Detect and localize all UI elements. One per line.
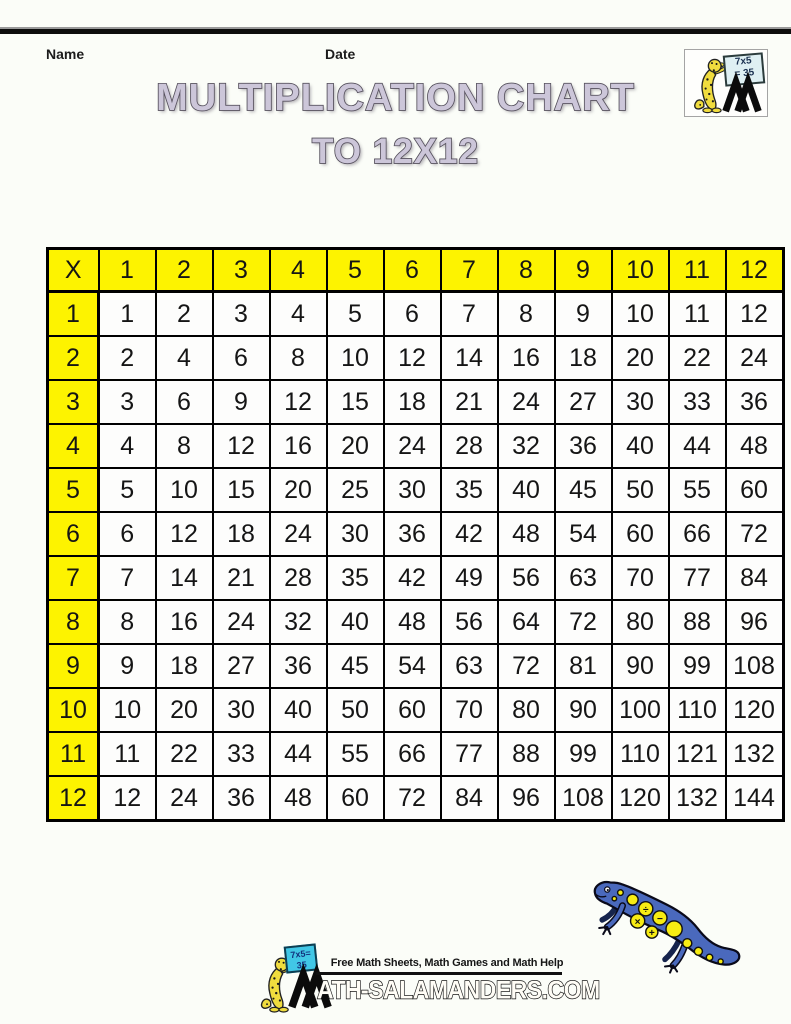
product-cell: 35 bbox=[441, 468, 498, 512]
product-cell: 2 bbox=[99, 336, 156, 380]
name-label: Name bbox=[46, 46, 85, 62]
product-cell: 28 bbox=[441, 424, 498, 468]
row-header-cell: 3 bbox=[48, 380, 99, 424]
product-cell: 12 bbox=[726, 292, 784, 337]
product-cell: 12 bbox=[384, 336, 441, 380]
date-label: Date bbox=[325, 46, 356, 62]
product-cell: 30 bbox=[327, 512, 384, 556]
product-cell: 63 bbox=[555, 556, 612, 600]
product-cell: 40 bbox=[612, 424, 669, 468]
product-cell: 1 bbox=[99, 292, 156, 337]
product-cell: 10 bbox=[612, 292, 669, 337]
multiplication-table bbox=[46, 247, 785, 822]
product-cell: 9 bbox=[555, 292, 612, 337]
product-cell: 36 bbox=[726, 380, 784, 424]
row-header-cell: 1 bbox=[48, 292, 99, 337]
table-row bbox=[48, 468, 784, 512]
product-cell: 3 bbox=[213, 292, 270, 337]
row-header-cell: 7 bbox=[48, 556, 99, 600]
product-cell: 12 bbox=[270, 380, 327, 424]
product-cell: 16 bbox=[270, 424, 327, 468]
product-cell: 40 bbox=[327, 600, 384, 644]
column-header-cell: 12 bbox=[726, 249, 784, 292]
product-cell: 55 bbox=[669, 468, 726, 512]
product-cell: 16 bbox=[498, 336, 555, 380]
column-header-cell: 7 bbox=[441, 249, 498, 292]
row-header-cell: 4 bbox=[48, 424, 99, 468]
product-cell: 9 bbox=[213, 380, 270, 424]
product-cell: 15 bbox=[327, 380, 384, 424]
product-cell: 66 bbox=[669, 512, 726, 556]
product-cell: 45 bbox=[555, 468, 612, 512]
product-cell: 108 bbox=[726, 644, 784, 688]
table-row bbox=[48, 380, 784, 424]
product-cell: 28 bbox=[270, 556, 327, 600]
product-cell: 120 bbox=[726, 688, 784, 732]
product-cell: 20 bbox=[156, 688, 213, 732]
product-cell: 72 bbox=[498, 644, 555, 688]
product-cell: 42 bbox=[384, 556, 441, 600]
product-cell: 80 bbox=[612, 600, 669, 644]
footer-site-name: ATH-SALAMANDERS.COM bbox=[317, 976, 600, 1005]
product-cell: 54 bbox=[555, 512, 612, 556]
product-cell: 24 bbox=[213, 600, 270, 644]
product-cell: 24 bbox=[270, 512, 327, 556]
product-cell: 30 bbox=[612, 380, 669, 424]
product-cell: 72 bbox=[384, 776, 441, 821]
product-cell: 9 bbox=[99, 644, 156, 688]
table-header-row bbox=[48, 249, 784, 292]
product-cell: 72 bbox=[555, 600, 612, 644]
product-cell: 14 bbox=[156, 556, 213, 600]
product-cell: 36 bbox=[555, 424, 612, 468]
product-cell: 27 bbox=[213, 644, 270, 688]
product-cell: 22 bbox=[156, 732, 213, 776]
product-cell: 30 bbox=[384, 468, 441, 512]
product-cell: 8 bbox=[99, 600, 156, 644]
table-row bbox=[48, 776, 784, 821]
product-cell: 6 bbox=[156, 380, 213, 424]
footer-board-line1: 7x5= bbox=[289, 947, 312, 961]
product-cell: 48 bbox=[270, 776, 327, 821]
footer-tagline: Free Math Sheets, Math Games and Math Help bbox=[330, 957, 564, 969]
product-cell: 33 bbox=[213, 732, 270, 776]
table-row bbox=[48, 732, 784, 776]
product-cell: 84 bbox=[726, 556, 784, 600]
product-cell: 5 bbox=[327, 292, 384, 337]
product-cell: 56 bbox=[498, 556, 555, 600]
product-cell: 99 bbox=[669, 644, 726, 688]
product-cell: 72 bbox=[726, 512, 784, 556]
product-cell: 60 bbox=[327, 776, 384, 821]
table-row bbox=[48, 556, 784, 600]
product-cell: 77 bbox=[669, 556, 726, 600]
product-cell: 96 bbox=[498, 776, 555, 821]
product-cell: 10 bbox=[99, 688, 156, 732]
product-cell: 88 bbox=[498, 732, 555, 776]
product-cell: 96 bbox=[726, 600, 784, 644]
product-cell: 90 bbox=[555, 688, 612, 732]
product-cell: 70 bbox=[612, 556, 669, 600]
column-header-cell: 11 bbox=[669, 249, 726, 292]
row-header-cell: 12 bbox=[48, 776, 99, 821]
top-rule bbox=[0, 27, 791, 34]
product-cell: 30 bbox=[213, 688, 270, 732]
product-cell: 21 bbox=[441, 380, 498, 424]
spot-divide-symbol: ÷ bbox=[642, 904, 649, 916]
title-line2: TO 12X12 bbox=[312, 132, 479, 171]
product-cell: 12 bbox=[213, 424, 270, 468]
product-cell: 3 bbox=[99, 380, 156, 424]
product-cell: 11 bbox=[99, 732, 156, 776]
product-cell: 81 bbox=[555, 644, 612, 688]
table-row bbox=[48, 292, 784, 337]
product-cell: 4 bbox=[156, 336, 213, 380]
product-cell: 36 bbox=[384, 512, 441, 556]
product-cell: 64 bbox=[498, 600, 555, 644]
product-cell: 25 bbox=[327, 468, 384, 512]
product-cell: 18 bbox=[213, 512, 270, 556]
product-cell: 40 bbox=[270, 688, 327, 732]
product-cell: 27 bbox=[555, 380, 612, 424]
product-cell: 7 bbox=[99, 556, 156, 600]
column-header-cell: 2 bbox=[156, 249, 213, 292]
product-cell: 18 bbox=[156, 644, 213, 688]
column-header-cell: 10 bbox=[612, 249, 669, 292]
spot-minus-symbol: − bbox=[656, 913, 663, 925]
product-cell: 6 bbox=[213, 336, 270, 380]
column-header-cell: 5 bbox=[327, 249, 384, 292]
product-cell: 7 bbox=[441, 292, 498, 337]
title-line1: MULTIPLICATION CHART bbox=[156, 77, 635, 119]
product-cell: 44 bbox=[669, 424, 726, 468]
product-cell: 24 bbox=[156, 776, 213, 821]
product-cell: 144 bbox=[726, 776, 784, 821]
product-cell: 6 bbox=[99, 512, 156, 556]
spot-multiply-symbol: × bbox=[634, 916, 641, 928]
product-cell: 32 bbox=[270, 600, 327, 644]
product-cell: 40 bbox=[498, 468, 555, 512]
product-cell: 4 bbox=[270, 292, 327, 337]
product-cell: 77 bbox=[441, 732, 498, 776]
column-header-cell: 4 bbox=[270, 249, 327, 292]
product-cell: 50 bbox=[327, 688, 384, 732]
product-cell: 33 bbox=[669, 380, 726, 424]
product-cell: 60 bbox=[384, 688, 441, 732]
product-cell: 132 bbox=[669, 776, 726, 821]
product-cell: 110 bbox=[612, 732, 669, 776]
product-cell: 20 bbox=[270, 468, 327, 512]
product-cell: 70 bbox=[441, 688, 498, 732]
product-cell: 4 bbox=[99, 424, 156, 468]
table-row bbox=[48, 688, 784, 732]
product-cell: 8 bbox=[498, 292, 555, 337]
product-cell: 54 bbox=[384, 644, 441, 688]
product-cell: 48 bbox=[498, 512, 555, 556]
product-cell: 36 bbox=[213, 776, 270, 821]
product-cell: 16 bbox=[156, 600, 213, 644]
product-cell: 60 bbox=[726, 468, 784, 512]
table-row bbox=[48, 336, 784, 380]
product-cell: 8 bbox=[156, 424, 213, 468]
product-cell: 12 bbox=[99, 776, 156, 821]
product-cell: 48 bbox=[384, 600, 441, 644]
product-cell: 108 bbox=[555, 776, 612, 821]
page-title bbox=[0, 76, 791, 174]
column-header-cell: 8 bbox=[498, 249, 555, 292]
product-cell: 24 bbox=[726, 336, 784, 380]
product-cell: 88 bbox=[669, 600, 726, 644]
row-header-cell: 5 bbox=[48, 468, 99, 512]
table-wrap bbox=[46, 247, 785, 822]
product-cell: 60 bbox=[612, 512, 669, 556]
product-cell: 5 bbox=[99, 468, 156, 512]
column-header-cell: 1 bbox=[99, 249, 156, 292]
footer-rule bbox=[316, 972, 562, 975]
footer-logo bbox=[254, 940, 600, 1022]
product-cell: 50 bbox=[612, 468, 669, 512]
product-cell: 12 bbox=[156, 512, 213, 556]
product-cell: 20 bbox=[612, 336, 669, 380]
product-cell: 44 bbox=[270, 732, 327, 776]
table-row bbox=[48, 644, 784, 688]
table-row bbox=[48, 512, 784, 556]
footer-board-line2: 35 bbox=[296, 959, 308, 971]
product-cell: 49 bbox=[441, 556, 498, 600]
product-cell: 35 bbox=[327, 556, 384, 600]
product-cell: 10 bbox=[156, 468, 213, 512]
row-header-cell: 10 bbox=[48, 688, 99, 732]
product-cell: 42 bbox=[441, 512, 498, 556]
product-cell: 132 bbox=[726, 732, 784, 776]
product-cell: 56 bbox=[441, 600, 498, 644]
row-header-cell: 6 bbox=[48, 512, 99, 556]
product-cell: 100 bbox=[612, 688, 669, 732]
product-cell: 55 bbox=[327, 732, 384, 776]
product-cell: 110 bbox=[669, 688, 726, 732]
product-cell: 20 bbox=[327, 424, 384, 468]
product-cell: 18 bbox=[384, 380, 441, 424]
row-header-cell: 2 bbox=[48, 336, 99, 380]
logo-board-line2: = 35 bbox=[734, 67, 755, 80]
spot-plus-symbol: + bbox=[648, 928, 655, 940]
product-cell: 22 bbox=[669, 336, 726, 380]
product-cell: 36 bbox=[270, 644, 327, 688]
product-cell: 120 bbox=[612, 776, 669, 821]
product-cell: 24 bbox=[384, 424, 441, 468]
product-cell: 18 bbox=[555, 336, 612, 380]
product-cell: 8 bbox=[270, 336, 327, 380]
product-cell: 32 bbox=[498, 424, 555, 468]
corner-cell: X bbox=[48, 249, 99, 292]
product-cell: 66 bbox=[384, 732, 441, 776]
logo-board-line1: 7x5 bbox=[734, 55, 753, 68]
product-cell: 15 bbox=[213, 468, 270, 512]
row-header-cell: 11 bbox=[48, 732, 99, 776]
product-cell: 99 bbox=[555, 732, 612, 776]
product-cell: 48 bbox=[726, 424, 784, 468]
product-cell: 121 bbox=[669, 732, 726, 776]
row-header-cell: 9 bbox=[48, 644, 99, 688]
column-header-cell: 9 bbox=[555, 249, 612, 292]
table-row bbox=[48, 424, 784, 468]
column-header-cell: 6 bbox=[384, 249, 441, 292]
product-cell: 14 bbox=[441, 336, 498, 380]
table-row bbox=[48, 600, 784, 644]
product-cell: 80 bbox=[498, 688, 555, 732]
product-cell: 90 bbox=[612, 644, 669, 688]
column-header-cell: 3 bbox=[213, 249, 270, 292]
row-header-cell: 8 bbox=[48, 600, 99, 644]
product-cell: 21 bbox=[213, 556, 270, 600]
product-cell: 10 bbox=[327, 336, 384, 380]
product-cell: 63 bbox=[441, 644, 498, 688]
blue-salamander-image bbox=[586, 874, 748, 978]
product-cell: 6 bbox=[384, 292, 441, 337]
product-cell: 24 bbox=[498, 380, 555, 424]
product-cell: 11 bbox=[669, 292, 726, 337]
product-cell: 2 bbox=[156, 292, 213, 337]
product-cell: 45 bbox=[327, 644, 384, 688]
product-cell: 84 bbox=[441, 776, 498, 821]
